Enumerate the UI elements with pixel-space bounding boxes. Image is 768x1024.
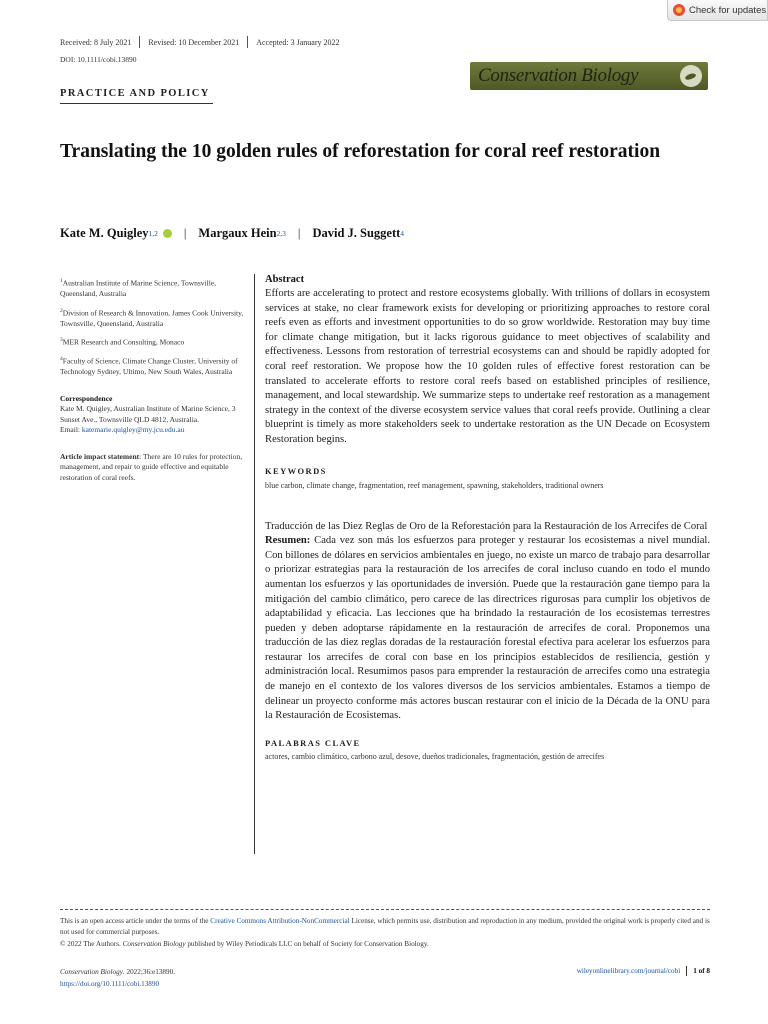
page-number: 1 of 8 [693,967,710,975]
affiliation-text: Division of Research & Innovation, James Cook University, Townsville, Queensland, Australia [60,308,244,328]
correspondence-heading: Correspondence [60,393,113,403]
abstract-heading: Abstract [265,274,305,285]
resumen-text: Cada vez son más los esfuerzos para proteger y restaurar los ecosistemas a nivel mundial. Con billones de dólares en servicios ambientales en juego, no existe un marco de trabajo para desarrollar o priorizar estrategias para la restauración de los arrecifes de coral incluso cuando en todo el mundo aumentan los esfuerzos y las oportunidades de inversión. Puede que la restauración gane tiempo para la mitigación del cambio climático, pero carece de las directrices rigurosas para cumplir los objetivos de adaptabilidad y eficacia. Las lecciones que ha brindado la restauración de los ecosistemas terrestres pueden y deben adoptarse rápidamente en la restauración de arrecifes de coral. Proponemos una traducción de las diez reglas doradas de la restauración forestal efectiva para acelerar los esfuerzos para restaurar los arrecifes de coral con base en los principios establecidos de resiliencia, gestión y administración local. Resumimos pasos para emprender la restauración de arrecifes como una estrategia de manejo en el contexto de los valores diversos de los servicios ambientales. Estamos a tiempo de delinear un proyecto conforme más actores buscan restaurar con el inicio de la Década de la ONU para la Restauración de Ecosistemas. [265,535,710,722]
author-name[interactable]: Margaux Hein [198,226,277,240]
affiliation-text: Australian Institute of Marine Science, Townsville, Queensland, Australia [60,278,217,298]
author-name[interactable]: David J. Suggett [312,226,401,240]
article-title: Translating the 10 golden rules of reforestation for coral reef restoration [60,141,661,162]
affiliation [60,306,245,330]
affiliation-number: 3 [60,337,63,343]
orcid-icon[interactable] [163,229,172,238]
affiliation [60,354,245,378]
license-statement [60,916,710,938]
copyright-journal: Conservation Biology [122,940,186,948]
correspondence-email [60,425,245,436]
license-text: License, which permits use, distribution and reproduction in any medium, provided the original work is properly cited and is not used for commercial purposes. [60,917,710,936]
section-label: PRACTICE AND POLICY [60,88,210,99]
author-affiliation-marker[interactable]: 1,2 [148,229,158,238]
impact-label: Article impact statement [60,451,140,461]
journal-banner [470,62,708,90]
journal-logo-icon [680,65,702,87]
section-rule [60,103,213,104]
affiliation-number: 1 [60,278,63,284]
crossmark-icon [673,4,685,16]
affiliation-number: 2 [60,307,63,314]
author-affiliation-marker[interactable]: 2,3 [276,229,286,238]
history-dates [60,36,340,48]
correspondence-address: Kate M. Quigley, Australian Institute of Marine Science, 3 Sunset Ave., Townsville QLD 4812, Australia. [60,404,236,424]
keywords-heading: KEYWORDS [265,465,327,476]
citation-journal: Conservation Biology [60,968,123,976]
citation-doi-link[interactable]: https://doi.org/10.1111/cobi.13890 [60,980,160,988]
citation-line [60,966,175,978]
journal-website-link[interactable]: wileyonlinelibrary.com/journal/cobi [576,967,681,975]
author-name[interactable]: Kate M. Quigley [60,226,149,240]
copyright-text: published by Wiley Periodicals LLC on behalf of Society for Conservation Biology. [185,940,429,948]
impact-text: : There are 10 rules for protection, management, and repair to guide effective and equitable restoration of coral reefs. [60,451,243,482]
author-list [60,226,404,241]
affiliation-text: Faculty of Science, Climate Change Cluster, University of Technology Sydney, Ultimo, New South Wales, Australia [60,356,238,376]
spanish-abstract [265,534,710,724]
affiliation [60,335,245,348]
sidebar-column [60,276,245,483]
author-affiliation-marker[interactable]: 4 [400,229,405,238]
revised-date: Revised: 10 December 2021 [148,37,240,47]
doi-line: DOI: 10.1111/cobi.13890 [60,55,137,64]
footer-divider [60,909,710,910]
affiliation-number: 4 [60,356,63,362]
palabras-clave-list: actores, cambio climático, carbono azul, desove, dueños tradicionales, fragmentación, gestión de arrecifes [265,751,605,761]
affiliation [60,276,245,300]
citation-volume: . 2022;36:e13890. [122,968,175,976]
divider [686,966,687,976]
impact-statement [60,452,245,484]
keywords-list: blue carbon, climate change, fragmentation, reef management, spawning, stakeholders, traditional owners [265,480,604,490]
divider [139,36,140,48]
resumen-label: Resumen: [265,535,311,547]
copyright-line [60,940,429,948]
abstract-text: Efforts are accelerating to protect and restore ecosystems globally. With trillions of dollars in ecosystem services at stake, no clear framework exists for developing or prioritizing approaches to restore coral reefs even as efforts and investment opportunities to do so grow worldwide. Restoration may buy time for climate change mitigation, but it lacks rigorous guidance to meet objectives of scalability and effectiveness. Lessons from restoration of terrestrial ecosystems can and should be rapidly adopted for coral reef restoration. We propose how the 10 golden rules of effective forest restoration can be translated to accelerate efforts to restore coral reefs based on established principles of resilience, management, and local stewardship. We summarize steps to undertake reef restoration as a management strategy in the context of the diverse ecosystem service values that coral reefs provide. Outlining a clear blueprint is timely as more stakeholders seek to undertake restoration as the UN Decade on Ecosystem Restoration begins. [265,288,710,445]
license-link[interactable]: Creative Commons Attribution-NonCommercial [210,917,350,925]
spanish-title: Traducción de las Diez Reglas de Oro de la Reforestación para la Restauración de los Arrecifes de Coral [265,520,708,532]
divider [247,36,248,48]
palabras-clave-heading: PALABRAS CLAVE [265,737,361,748]
page-info [577,966,710,976]
license-text: This is an open access article under the terms of the [60,917,211,925]
journal-name: Conservation Biology [478,65,639,86]
email-link[interactable]: katemarie.quigley@my.jcu.edu.au [81,425,185,434]
author-separator: | [297,226,301,240]
abstract-column [254,274,710,854]
accepted-date: Accepted: 3 January 2022 [256,37,340,47]
check-for-updates-label: Check for updates [689,4,767,16]
citation-block [60,966,175,990]
email-label: Email: [60,425,82,434]
check-for-updates-button[interactable] [667,0,768,21]
copyright-text: © 2022 The Authors. [60,940,123,948]
received-date: Received: 8 July 2021 [60,37,132,47]
author-separator: | [183,226,187,240]
affiliation-text: MER Research and Consulting, Monaco [62,337,185,347]
